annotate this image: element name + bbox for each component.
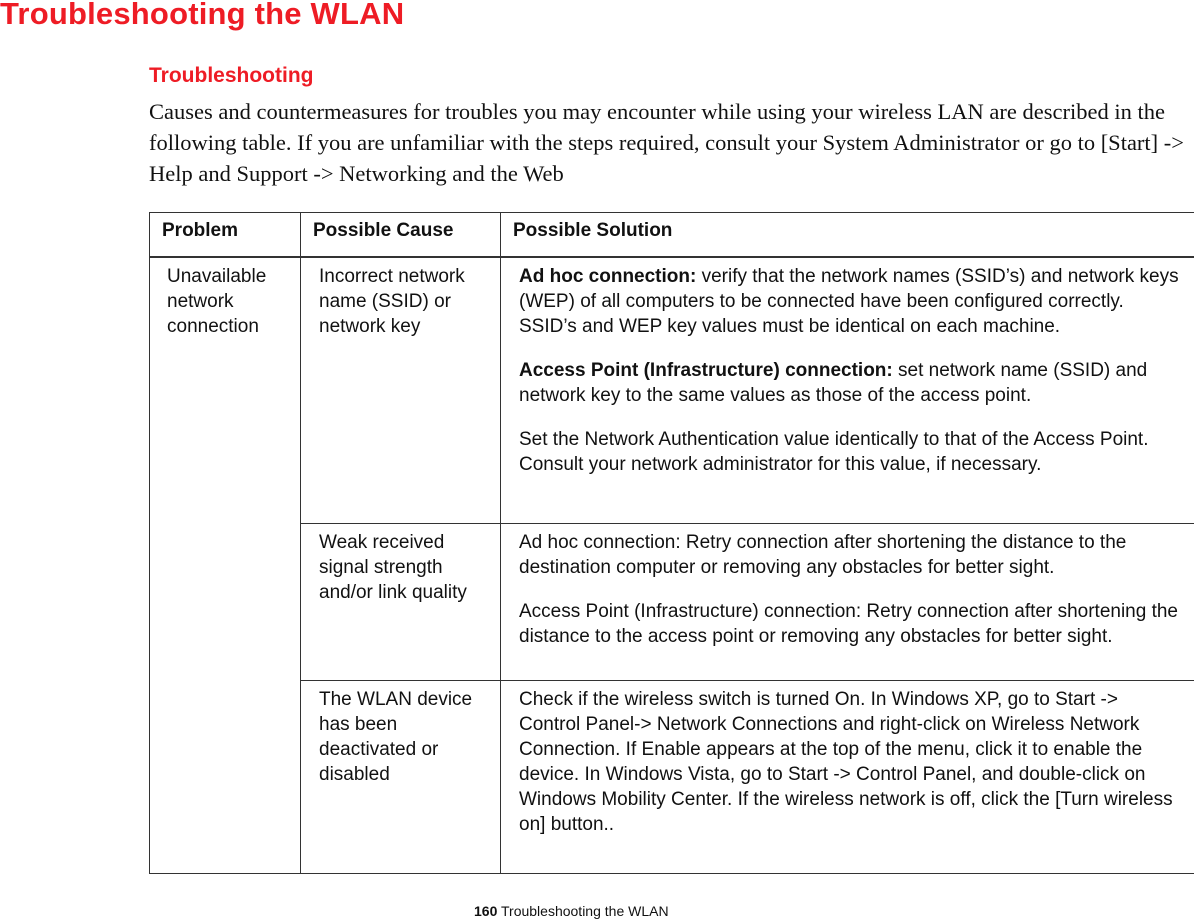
cause-cell: Incorrect network name (SSID) or network key — [301, 257, 501, 523]
table-row — [150, 257, 1194, 523]
solution-text: Check if the wireless switch is turned On. In Windows XP, go to Start -> Control Panel-> Network Connections and right-click on Wireless Network Connection. If Enable appears at the top of the menu, click it to enable the device. In Windows Vista, go to Start -> Control Panel, and double-click on Windows Mobility Center. If the wireless network is off, click the [Turn wireless on] button.. — [519, 689, 1173, 836]
page-number: 160 — [474, 903, 498, 919]
chapter-title: Troubleshooting the WLAN — [0, 0, 405, 31]
header-solution: Possible Solution — [501, 213, 1194, 258]
cause-cell: The WLAN device has been deactivated or disabled — [301, 681, 501, 874]
table-row — [150, 681, 1194, 874]
solution-paragraph — [519, 599, 1180, 649]
solution-text: Access Point (Infrastructure) connection: Retry connection after shortening the distance to the access point or removing any obstacles for better sight. — [519, 600, 1178, 647]
page-footer — [474, 903, 669, 919]
solution-paragraph — [519, 427, 1180, 477]
cause-cell: Weak received signal strength and/or link quality — [301, 523, 501, 680]
troubleshooting-table — [149, 212, 1194, 874]
table-row — [150, 523, 1194, 680]
section-title: Troubleshooting — [149, 64, 314, 87]
solution-lead: Access Point (Infrastructure) connection: — [519, 360, 893, 381]
header-cause: Possible Cause — [301, 213, 501, 258]
solution-text: Set the Network Authentication value identically to that of the Access Point. Consult your network administrator for this value, if necessary. — [519, 429, 1149, 475]
solution-paragraph — [519, 358, 1180, 408]
solution-cell — [501, 523, 1194, 680]
problem-cell: Unavailable network connection — [150, 257, 301, 874]
solution-cell — [501, 257, 1194, 523]
solution-paragraph — [519, 687, 1180, 837]
solution-lead: Ad hoc connection: — [519, 266, 697, 287]
table-header-row — [150, 213, 1194, 258]
solution-paragraph — [519, 264, 1180, 339]
solution-text: verify that the network names (SSID’s) and network keys (WEP) of all computers to be connected have been configured correctly. SSID’s and WEP key values must be identical on each machine. — [519, 266, 1179, 337]
solution-text: Ad hoc connection: Retry connection after shortening the distance to the destination computer or removing any obstacles for better sight. — [519, 531, 1127, 578]
solution-paragraph — [519, 530, 1180, 580]
solution-text: set network name (SSID) and network key to the same values as those of the access point. — [519, 360, 1148, 406]
intro-paragraph: Causes and countermeasures for troubles you may encounter while using your wireless LAN are described in the following table. If you are unfamiliar with the steps required, consult your System Administrator or go to [Start] -> Help and Support -> Networking and the Web — [149, 99, 1184, 186]
footer-label: Troubleshooting the WLAN — [501, 903, 669, 919]
header-problem: Problem — [150, 213, 301, 258]
solution-cell — [501, 681, 1194, 874]
